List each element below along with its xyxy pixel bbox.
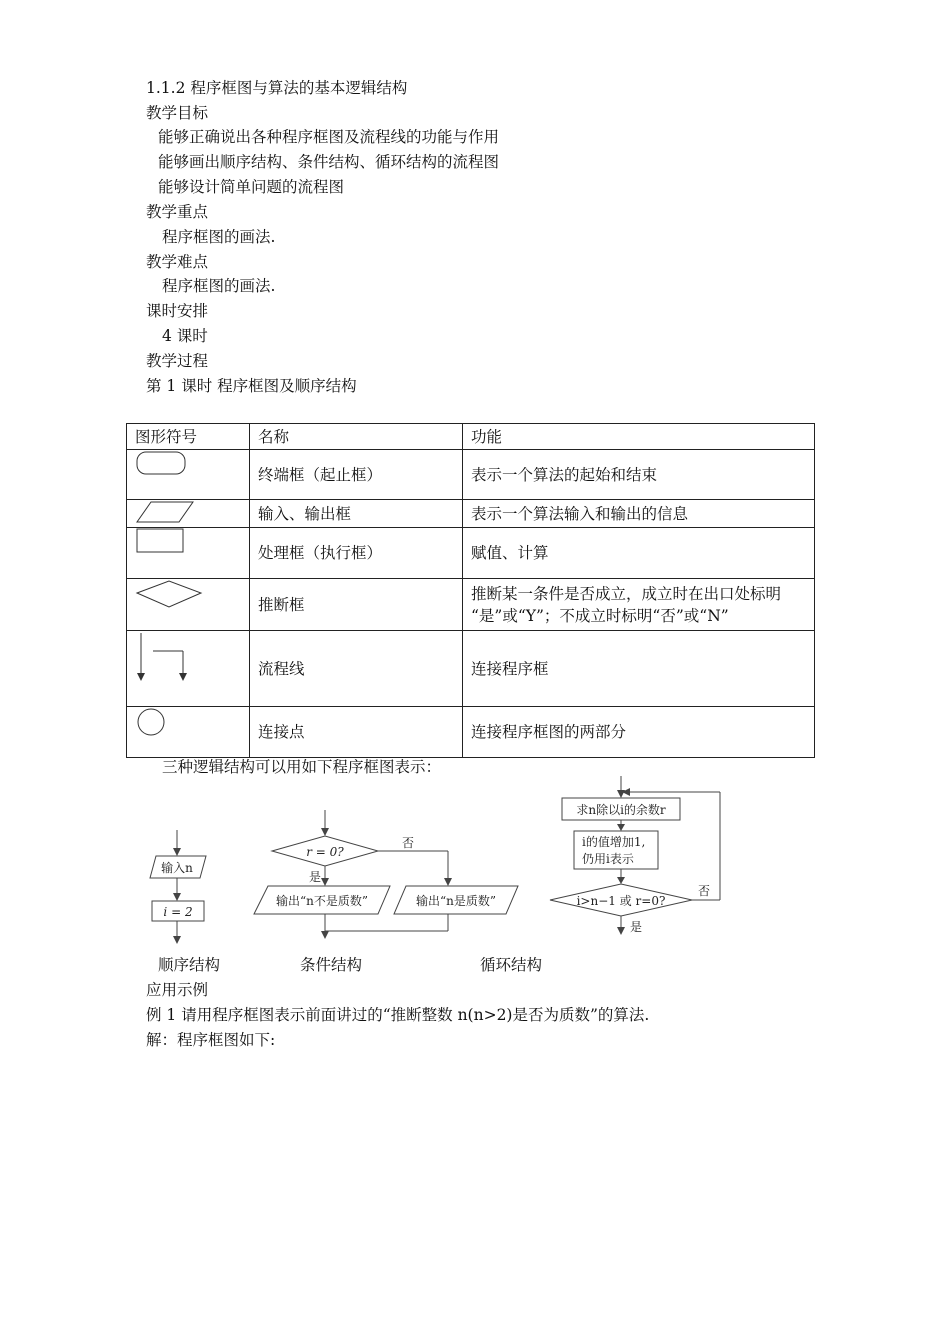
header-symbol: 图形符号 bbox=[127, 424, 250, 450]
goal-item-3: 能够设计简单问题的流程图 bbox=[158, 178, 345, 196]
terminal-symbol bbox=[127, 450, 250, 500]
header-function: 功能 bbox=[463, 424, 815, 450]
seq-input-label: 输入n bbox=[161, 861, 193, 875]
example-solution: 解：程序框图如下: bbox=[146, 1031, 276, 1049]
table-header-row bbox=[127, 424, 815, 450]
conditional-structure-diagram bbox=[250, 806, 530, 946]
example-heading: 应用示例 bbox=[146, 981, 209, 999]
loop-condition-label: i>n−1 或 r=0? bbox=[576, 894, 666, 908]
row-name: 推断框 bbox=[250, 579, 463, 631]
difficulty-text: 程序框图的画法. bbox=[162, 277, 276, 295]
row-name: 输入、输出框 bbox=[250, 500, 463, 528]
loop-box1-label: 求n除以i的余数r bbox=[576, 803, 666, 817]
loop-no-label: 否 bbox=[697, 884, 711, 898]
table-row bbox=[127, 631, 815, 707]
connector-symbol bbox=[127, 707, 250, 758]
row-function: 表示一个算法输入和输出的信息 bbox=[463, 500, 815, 528]
cond-output-right: 输出“n是质数” bbox=[416, 894, 496, 908]
cond-yes-label: 是 bbox=[308, 870, 322, 884]
row-name: 流程线 bbox=[250, 631, 463, 707]
row-function: 连接程序框图的两部分 bbox=[463, 707, 815, 758]
key-point-text: 程序框图的画法. bbox=[162, 228, 276, 246]
row-function: 赋值、计算 bbox=[463, 528, 815, 579]
row-function-line1: 推断某一条件是否成立，成立时在出口处标明 bbox=[471, 584, 782, 603]
example-text: 例 1 请用程序框图表示前面讲过的“推断整数 n(n>2)是否为质数”的算法. bbox=[146, 1006, 650, 1024]
loop-box2-line1: i的值增加1, bbox=[582, 835, 646, 849]
seq-assign-label: i = 2 bbox=[163, 905, 193, 919]
goal-item-2: 能够画出顺序结构、条件结构、循环结构的流程图 bbox=[158, 153, 500, 171]
row-name: 终端框（起止框） bbox=[250, 450, 463, 500]
loop-box2-line2: 仍用i表示 bbox=[582, 852, 634, 866]
page-title: 1.1.2 程序框图与算法的基本逻辑结构 bbox=[146, 79, 408, 97]
caption-conditional: 条件结构 bbox=[300, 956, 363, 974]
row-function bbox=[463, 579, 815, 631]
row-name: 连接点 bbox=[250, 707, 463, 758]
loop-structure-diagram bbox=[546, 774, 736, 939]
flowline-symbol bbox=[127, 631, 250, 707]
row-function: 连接程序框 bbox=[463, 631, 815, 707]
row-function-line2: “是”或“Y”；不成立时标明“否”或“N” bbox=[471, 606, 729, 625]
lesson1-heading: 第 1 课时 程序框图及顺序结构 bbox=[146, 377, 357, 395]
io-symbol bbox=[127, 500, 250, 528]
goal-item-1: 能够正确说出各种程序框图及流程线的功能与作用 bbox=[158, 128, 500, 146]
process-symbol bbox=[127, 528, 250, 579]
table-row bbox=[127, 528, 815, 579]
process-heading: 教学过程 bbox=[146, 352, 209, 370]
loop-yes-label: 是 bbox=[630, 920, 643, 934]
row-function: 表示一个算法的起始和结束 bbox=[463, 450, 815, 500]
cond-output-left: 输出“n不是质数” bbox=[276, 894, 368, 908]
table-row bbox=[127, 500, 815, 528]
header-name: 名称 bbox=[250, 424, 463, 450]
row-name: 处理框（执行框） bbox=[250, 528, 463, 579]
caption-loop: 循环结构 bbox=[480, 956, 543, 974]
key-point-heading: 教学重点 bbox=[146, 203, 209, 221]
table-row bbox=[127, 450, 815, 500]
cond-no-label: 否 bbox=[401, 836, 415, 850]
caption-sequential: 顺序结构 bbox=[158, 956, 221, 974]
sequential-structure-diagram bbox=[140, 826, 220, 946]
schedule-heading: 课时安排 bbox=[146, 302, 209, 320]
table-row bbox=[127, 579, 815, 631]
schedule-text: 4 课时 bbox=[162, 327, 208, 345]
table-row bbox=[127, 707, 815, 758]
decision-symbol bbox=[127, 579, 250, 631]
cond-condition-label: r = 0? bbox=[306, 845, 344, 859]
symbol-table bbox=[126, 423, 815, 758]
difficulty-heading: 教学难点 bbox=[146, 253, 209, 271]
structures-intro: 三种逻辑结构可以用如下程序框图表示： bbox=[162, 758, 442, 776]
goals-heading: 教学目标 bbox=[146, 104, 209, 122]
